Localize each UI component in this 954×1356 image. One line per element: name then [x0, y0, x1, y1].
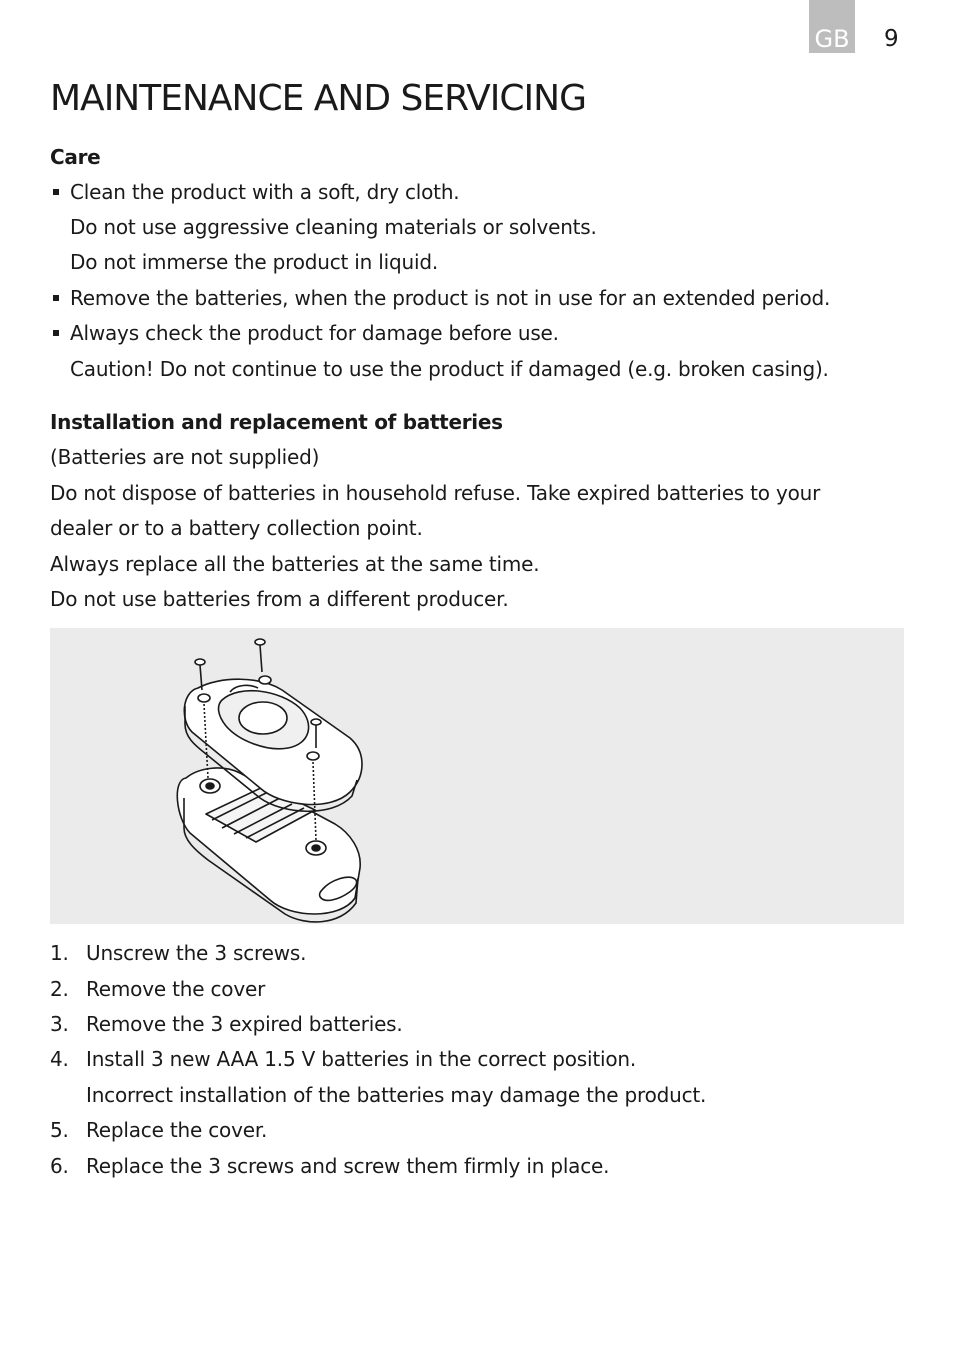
step-3-text: Remove the 3 expired batteries. [86, 1012, 403, 1036]
batteries-line-4: Always replace all the batteries at the same time. [50, 552, 540, 576]
step-4-text-line-1: Install 3 new AAA 1.5 V batteries in the correct position. [86, 1047, 636, 1071]
batteries-line-2: Do not dispose of batteries in household refuse. Take expired batteries to your [50, 481, 821, 505]
step-4-number: 4. [50, 1047, 69, 1071]
step-5-number: 5. [50, 1118, 69, 1142]
battery-compartment-exploded-diagram-icon [110, 628, 410, 924]
bullet-marker [53, 295, 59, 301]
step-1-text: Unscrew the 3 screws. [86, 941, 307, 965]
page-title: MAINTENANCE AND SERVICING [50, 78, 586, 119]
batteries-line-3: dealer or to a battery collection point. [50, 516, 423, 540]
care-item-3-line-1: Always check the product for damage before use. [70, 321, 559, 345]
language-tab [809, 0, 855, 53]
bullet-marker [53, 189, 59, 195]
care-heading: Care [50, 145, 101, 169]
step-1-number: 1. [50, 941, 69, 965]
batteries-heading: Installation and replacement of batteries [50, 410, 503, 434]
step-6-number: 6. [50, 1154, 69, 1178]
care-item-1-line-1: Clean the product with a soft, dry cloth. [70, 180, 460, 204]
language-code: GB [814, 25, 850, 53]
step-4-text-line-2: Incorrect installation of the batteries may damage the product. [86, 1083, 707, 1107]
batteries-line-5: Do not use batteries from a different producer. [50, 587, 509, 611]
step-5-text: Replace the cover. [86, 1118, 268, 1142]
step-6-text: Replace the 3 screws and screw them firmly in place. [86, 1154, 610, 1178]
bullet-marker [53, 330, 59, 336]
care-item-3-line-2: Caution! Do not continue to use the product if damaged (e.g. broken casing). [70, 357, 829, 381]
battery-diagram-panel [50, 628, 904, 924]
step-3-number: 3. [50, 1012, 69, 1036]
care-item-1-line-3: Do not immerse the product in liquid. [70, 250, 438, 274]
care-item-2-line-1: Remove the batteries, when the product is not in use for an extended period. [70, 286, 831, 310]
care-item-1-line-2: Do not use aggressive cleaning materials or solvents. [70, 215, 597, 239]
step-2-text: Remove the cover [86, 977, 266, 1001]
batteries-line-1: (Batteries are not supplied) [50, 445, 320, 469]
step-2-number: 2. [50, 977, 69, 1001]
page-number: 9 [884, 26, 899, 52]
